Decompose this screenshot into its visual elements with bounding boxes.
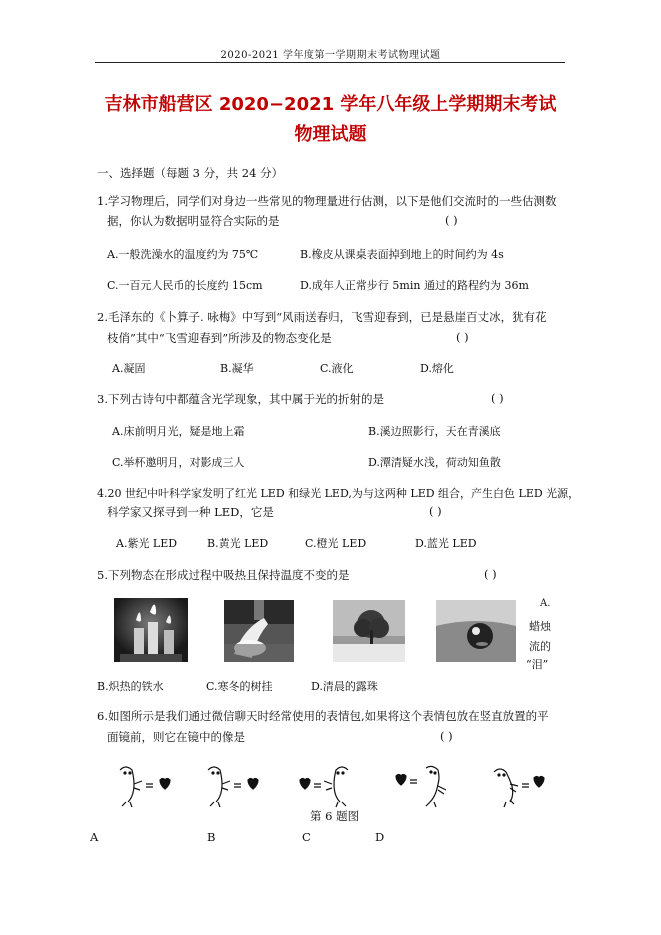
q3-option-b: B.溪边照影行，天在青溪底 [368,425,501,438]
q1-line2: 据，你认为数据明显符合实际的是 [107,214,280,228]
q4-option-d: D.蓝光 LED [415,537,477,550]
q1-line1: 1.学习物理后，同学们对身边一些常见的物理量进行估测，以下是他们交流时的一些估测数 [97,194,557,208]
candle-photo [114,598,188,662]
q6-line2: 面镜前，则它在镜中的像是 [107,730,245,744]
q5-option-a-line2: 蜡烛 [529,620,551,633]
q1-option-c: C.一百元人民币的长度约 15cm [107,279,263,292]
q1-answer-paren: ( ) [445,213,458,227]
q6-line1: 6.如图所示是我们通过微信聊天时经常使用的表情包,如果将这个表情包放在竖直放置的平 [97,709,549,723]
q6-original-sticker [110,762,182,808]
exam-subtitle: 物理试题 [294,124,367,145]
q6-sticker-option-b [292,762,364,808]
dew-drop-photo [436,600,516,662]
q5-option-c: C.寒冬的树挂 [206,680,273,693]
q4-option-c: C.橙光 LED [305,537,367,550]
q2-line1: 2.毛泽东的《卜算子. 咏梅》中写到“风雨送春归，飞雪迎春到，已是悬崖百丈冰，犹有花 [97,310,547,324]
q6-label-c: C [302,830,311,844]
q2-option-b: B.凝华 [220,362,254,375]
q6-sticker-option-a [196,762,268,808]
q4-option-a: A.紫光 LED [116,537,178,550]
q2-option-d: D.熔化 [420,362,454,375]
q4-line2: 科学家又探寻到一种 LED，它是 [107,505,274,519]
q3-option-d: D.潭清疑水浅，荷动知鱼散 [368,456,501,469]
q2-option-c: C.液化 [320,362,354,375]
q1-option-a: A.一般洗澡水的温度约为 75℃ [107,248,259,261]
molten-iron-photo [224,600,294,662]
q5-answer-paren: ( ) [484,567,497,581]
exam-title: 吉林市船营区 2020−2021 学年八年级上学期期末考试 [104,94,557,115]
q6-label-a: A [90,830,99,844]
q5-option-b: B.炽热的铁水 [97,680,164,693]
q6-label-d: D [375,830,385,844]
q6-sticker-option-c [390,762,462,808]
q3-line1: 3.下列古诗句中都蕴含光学现象，其中属于光的折射的是 [97,392,384,406]
q2-option-a: A.凝固 [112,362,146,375]
q5-option-a-label: A. [540,598,551,609]
q5-line1: 5.下列物态在形成过程中吸热且保持温度不变的是 [97,568,350,582]
q5-option-a-line4: “泪” [526,658,549,671]
q5-option-d: D.清晨的露珠 [311,680,378,693]
q3-answer-paren: ( ) [491,391,504,405]
q2-answer-paren: ( ) [456,330,469,344]
q2-line2: 枝俏”其中“飞雪迎春到”所涉及的物态变化是 [107,331,332,345]
q4-option-b: B.黄光 LED [207,537,269,550]
page-header: 2020-2021 学年度第一学期期末考试物理试题 [220,50,441,61]
q6-sticker-option-d [480,762,552,808]
q1-option-d: D.成年人正常步行 5min 通过的路程约为 36m [300,279,529,292]
q6-label-b: B [207,830,216,844]
q3-option-c: C.举杯邀明月，对影成三人 [112,456,245,469]
section-heading: 一、选择题（每题 3 分，共 24 分） [97,166,284,180]
header-rule [95,62,565,63]
q5-option-a-line3: 流的 [529,640,551,653]
q3-option-a: A.床前明月光，疑是地上霜 [112,425,245,438]
q6-answer-paren: ( ) [440,729,453,743]
rime-tree-photo [333,600,405,662]
q4-line1: 4.20 世纪中叶科学家发明了红光 LED 和绿光 LED,为与这两种 LED 组合，产生白色 LED 光源， [97,487,580,500]
q1-option-b: B.橡皮从课桌表面掉到地上的时间约为 4s [300,248,504,261]
q6-figure-caption: 第 6 题图 [310,809,360,823]
q4-answer-paren: ( ) [429,504,442,518]
